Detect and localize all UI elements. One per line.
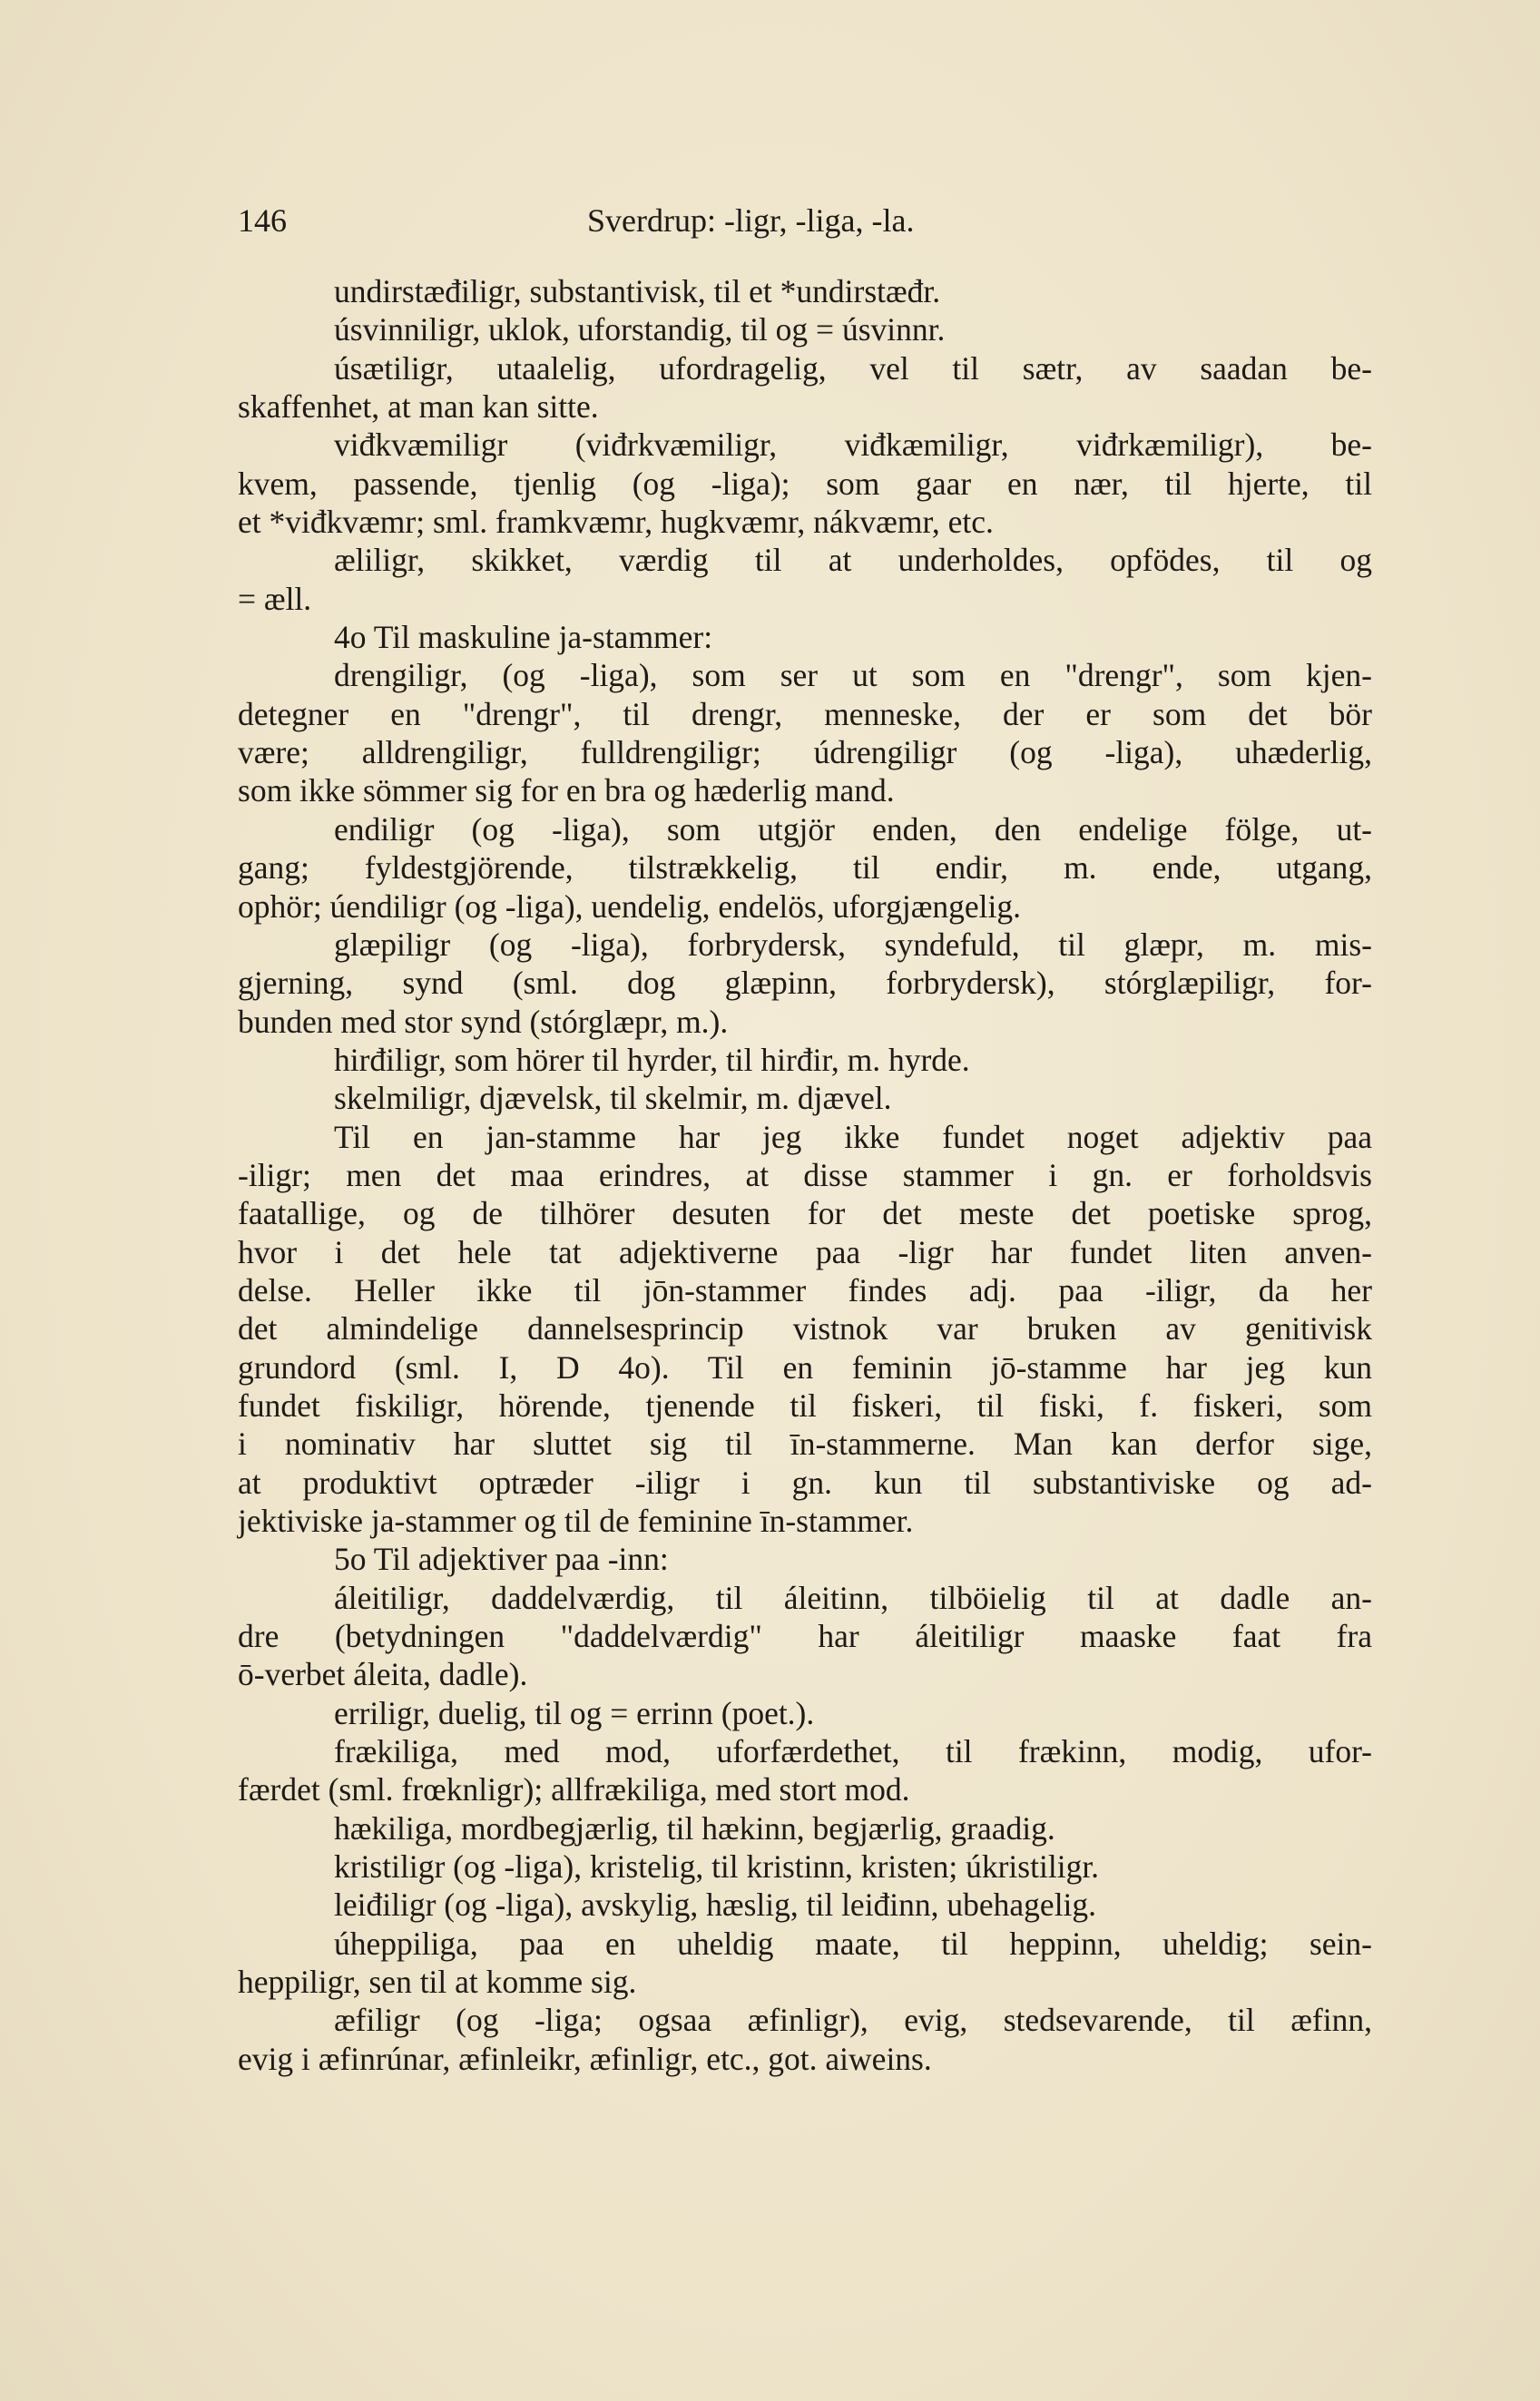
text-line: úsvinniligr, uklok, uforstandig, til og = úsvinnr. <box>334 311 946 348</box>
text-line: úsætiligr, utaalelig, ufordragelig, vel til sætr, av saadan be- <box>334 349 1372 387</box>
text-line: -iligr; men det maa erindres, at disse stammer i gn. er forholdsvis <box>238 1156 1372 1193</box>
text-line: gjerning, synd (sml. dog glæpinn, forbrydersk), stórglæpiligr, for- <box>238 965 1372 1002</box>
text-line: hvor i det hele tat adjektiverne paa -ligr har fundet liten anven- <box>238 1233 1372 1270</box>
text-line: faatallige, og de tilhörer desuten for det meste det poetiske sprog, <box>238 1195 1372 1232</box>
text-line: kvem, passende, tjenlig (og -liga); som gaar en nær, til hjerte, til <box>238 465 1372 502</box>
page-number: 146 <box>238 202 287 239</box>
text-line: det almindelige dannelsesprincip vistnok var bruken av genitivisk <box>238 1310 1372 1348</box>
text-line: detegner en "drengr", til drengr, menneske, der er som det bör <box>238 695 1372 732</box>
text-line: kristiligr (og -liga), kristelig, til kristinn, kristen; úkristiligr. <box>334 1848 1100 1886</box>
text-line: drengiligr, (og -liga), som ser ut som en "drengr", som kjen- <box>334 657 1372 694</box>
running-title: Sverdrup: -ligr, -liga, -la. <box>587 202 915 239</box>
text-line: 5o Til adjektiver paa -inn: <box>334 1541 669 1578</box>
text-line: som ikke sömmer sig for en bra og hæderlig mand. <box>238 772 895 809</box>
text-line: 4o Til maskuline ja-stammer: <box>334 619 713 656</box>
text-line: skaffenhet, at man kan sitte. <box>238 388 599 426</box>
text-line: ō-verbet áleita, dadle). <box>238 1656 528 1693</box>
text-line: hækiliga, mordbegjærlig, til hækinn, begjærlig, graadig. <box>334 1809 1055 1847</box>
text-line: undirstæđiligr, substantivisk, til et *undirstæđr. <box>334 273 941 309</box>
text-line: glæpiligr (og -liga), forbrydersk, syndefuld, til glæpr, m. mis- <box>334 926 1372 963</box>
text-line: = æll. <box>238 580 312 617</box>
text-line: hirđiligr, som hörer til hyrder, til hirđir, m. hyrde. <box>334 1041 970 1078</box>
text-line: heppiligr, sen til at komme sig. <box>238 1964 637 2001</box>
text-line: være; alldrengiligr, fulldrengiligr; údrengiligr (og -liga), uhæderlig, <box>238 734 1372 771</box>
text-line: bunden med stor synd (stórglæpr, m.). <box>238 1003 729 1040</box>
body-text <box>238 272 1372 2078</box>
text-line: ophör; úendiligr (og -liga), uendelig, endelös, uforgjængelig. <box>238 887 1022 925</box>
text-line: æfiligr (og -liga; ogsaa æfinligr), evig, stedsevarende, til æfinn, <box>334 2002 1372 2039</box>
text-line: Til en jan-stamme har jeg ikke fundet noget adjektiv paa <box>334 1118 1372 1155</box>
text-line: gang; fyldestgjörende, tilstrækkelig, til endir, m. ende, utgang, <box>238 849 1372 887</box>
text-line: færdet (sml. frœknligr); allfrækiliga, med stort mod. <box>238 1771 910 1808</box>
text-line: frækiliga, med mod, uforfærdethet, til frækinn, modig, ufor- <box>334 1733 1372 1770</box>
text-line: úheppiliga, paa en uheldig maate, til heppinn, uheldig; sein- <box>334 1925 1372 1962</box>
text-line: skelmiligr, djævelsk, til skelmir, m. djævel. <box>334 1080 892 1117</box>
text-line: æliligr, skikket, værdig til at underholdes, opfödes, til og <box>334 542 1372 579</box>
text-line: viđkvæmiligr (viđrkvæmiligr, viđkæmiligr, viđrkæmiligr), be- <box>334 426 1372 464</box>
text-line: et *viđkvæmr; sml. framkvæmr, hugkvæmr, nákvæmr, etc. <box>238 504 994 541</box>
text-line: áleitiligr, daddelværdig, til áleitinn, tilböielig til at dadle an- <box>334 1579 1372 1616</box>
text-line: endiligr (og -liga), som utgjör enden, den endelige fölge, ut- <box>334 810 1372 848</box>
text-line: fundet fiskiligr, hörende, tjenende til fiskeri, til fiski, f. fiskeri, som <box>238 1387 1372 1424</box>
text-line: grundord (sml. I, D 4o). Til en feminin jō-stamme har jeg kun <box>238 1348 1372 1386</box>
text-line: delse. Heller ikke til jōn-stammer findes adj. paa -iligr, da her <box>238 1271 1372 1308</box>
text-line: i nominativ har sluttet sig til īn-stammerne. Man kan derfor sige, <box>238 1426 1372 1463</box>
text-line: jektiviske ja-stammer og til de feminine īn-stammer. <box>238 1503 914 1539</box>
text-line: evig i æfinrúnar, æfinleikr, æfinligr, etc., got. aiweins. <box>238 2040 932 2077</box>
page-header <box>238 201 1372 256</box>
text-line: at produktivt optræder -iligr i gn. kun til substantiviske og ad- <box>238 1464 1372 1501</box>
text-line: erriligr, duelig, til og = errinn (poet.). <box>334 1694 815 1731</box>
text-line: leiđiligr (og -liga), avskylig, hæslig, til leiđinn, ubehagelig. <box>334 1886 1097 1924</box>
text-line: dre (betydningen "daddelværdig" har áleitiligr maaske faat fra <box>238 1618 1372 1655</box>
